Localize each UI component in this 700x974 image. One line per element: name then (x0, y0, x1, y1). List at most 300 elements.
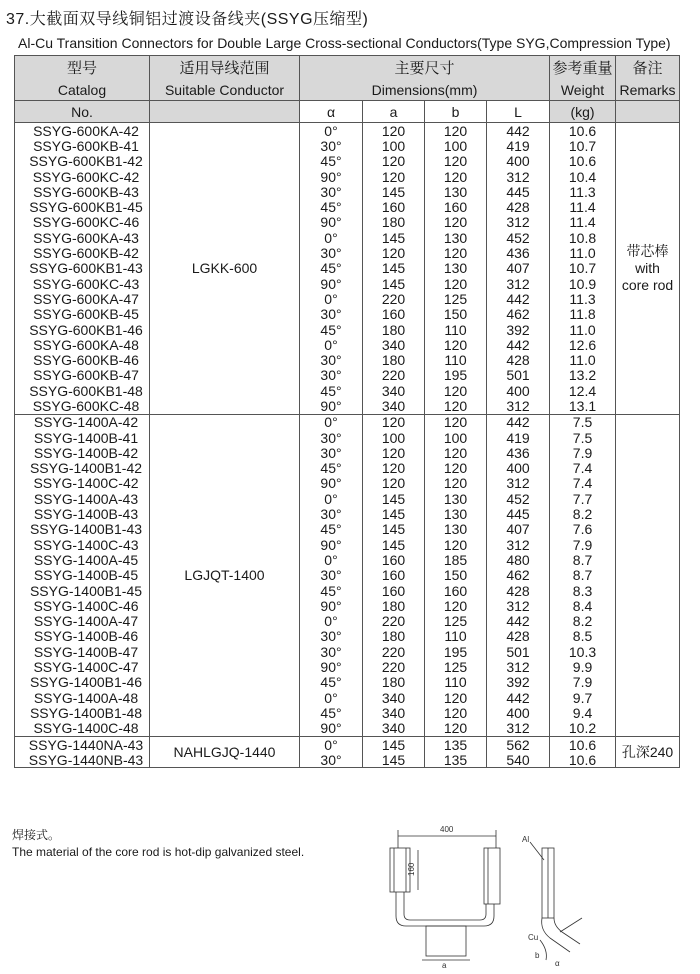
conductor-cell: LGJQT-1400 (150, 414, 300, 736)
table-row (15, 154, 680, 169)
L-cell: 419 (487, 138, 550, 153)
alpha-cell: 30° (300, 430, 363, 445)
a-cell: 160 (363, 568, 425, 583)
b-cell: 130 (425, 522, 487, 537)
conductor-cell: NAHLGJQ-1440 (150, 736, 300, 768)
L-cell: 452 (487, 491, 550, 506)
b-cell: 135 (425, 736, 487, 752)
a-cell: 120 (363, 245, 425, 260)
weight-cell: 13.2 (550, 368, 616, 383)
remark-line: with (635, 259, 660, 276)
weight-cell: 11.3 (550, 291, 616, 306)
a-cell: 180 (363, 598, 425, 613)
L-cell: 392 (487, 322, 550, 337)
alpha-cell: 0° (300, 736, 363, 752)
weight-cell: 7.9 (550, 675, 616, 690)
page-title-cn: 37.大截面双导线铜铝过渡设备线夹(SSYG压缩型) (6, 11, 369, 28)
catalog-cell: SSYG-1400B1-43 (15, 522, 150, 537)
alpha-cell: 0° (300, 552, 363, 567)
table-row (15, 230, 680, 245)
al-label: Al (522, 835, 530, 844)
alpha-cell: 0° (300, 123, 363, 139)
catalog-cell: SSYG-1400C-42 (15, 476, 150, 491)
weight-cell: 7.6 (550, 522, 616, 537)
table-row (15, 568, 680, 583)
catalog-cell: SSYG-600KB-43 (15, 184, 150, 199)
alpha-cell: 45° (300, 383, 363, 398)
page-title-en: Al-Cu Transition Connectors for Double Large Cross-sectional Conductors(Type SYG,Compression Type) (18, 35, 671, 51)
L-cell: 428 (487, 583, 550, 598)
b-cell: 125 (425, 291, 487, 306)
alpha-cell: 90° (300, 721, 363, 737)
weight-cell: 8.7 (550, 552, 616, 567)
dim-400-label: 400 (440, 825, 454, 834)
L-cell: 392 (487, 675, 550, 690)
catalog-cell: SSYG-1400B-46 (15, 629, 150, 644)
catalog-cell: SSYG-1400B-42 (15, 445, 150, 460)
catalog-cell: SSYG-600KC-43 (15, 276, 150, 291)
b-cell: 120 (425, 721, 487, 737)
table-row (15, 123, 680, 139)
b-cell: 120 (425, 445, 487, 460)
alpha-cell: 30° (300, 629, 363, 644)
a-cell: 180 (363, 215, 425, 230)
table-row (15, 138, 680, 153)
alpha-cell: 45° (300, 154, 363, 169)
a-cell: 340 (363, 705, 425, 720)
catalog-cell: SSYG-1440NB-43 (15, 752, 150, 768)
table-row (15, 752, 680, 768)
alpha-cell: 30° (300, 445, 363, 460)
L-cell: 445 (487, 506, 550, 521)
a-cell: 145 (363, 261, 425, 276)
catalog-cell: SSYG-600KA-48 (15, 337, 150, 352)
L-cell: 445 (487, 184, 550, 199)
weight-cell: 10.7 (550, 261, 616, 276)
catalog-cell: SSYG-1400B1-42 (15, 461, 150, 476)
b-cell: 150 (425, 568, 487, 583)
alpha-cell: 0° (300, 414, 363, 430)
table-row (15, 445, 680, 460)
header-weight-en: Weight (550, 79, 616, 101)
catalog-cell: SSYG-1400B-43 (15, 506, 150, 521)
alpha-cell: 90° (300, 276, 363, 291)
catalog-cell: SSYG-600KB1-42 (15, 154, 150, 169)
alpha-cell: 30° (300, 506, 363, 521)
catalog-cell: SSYG-600KC-48 (15, 398, 150, 414)
L-cell: 452 (487, 230, 550, 245)
L-cell: 442 (487, 123, 550, 139)
header-remarks-en: Remarks (616, 79, 680, 101)
weight-cell: 11.8 (550, 307, 616, 322)
header-b: b (425, 101, 487, 123)
catalog-cell: SSYG-1440NA-43 (15, 736, 150, 752)
catalog-cell: SSYG-600KB1-46 (15, 322, 150, 337)
b-cell: 150 (425, 307, 487, 322)
alpha-cell: 30° (300, 138, 363, 153)
catalog-cell: SSYG-600KB-46 (15, 352, 150, 367)
b-cell: 125 (425, 659, 487, 674)
a-cell: 120 (363, 476, 425, 491)
table-row (15, 598, 680, 613)
b-cell: 120 (425, 337, 487, 352)
catalog-cell: SSYG-600KB-47 (15, 368, 150, 383)
alpha-cell: 90° (300, 215, 363, 230)
catalog-cell: SSYG-600KB1-48 (15, 383, 150, 398)
table-row (15, 322, 680, 337)
table-row (15, 430, 680, 445)
header-conductor-cn: 适用导线范围 (150, 56, 300, 80)
weight-cell: 10.6 (550, 736, 616, 752)
conductor-cell: LGKK-600 (150, 123, 300, 415)
weight-cell: 8.2 (550, 506, 616, 521)
b-cell: 185 (425, 552, 487, 567)
weight-cell: 11.0 (550, 352, 616, 367)
table-row (15, 261, 680, 276)
catalog-cell: SSYG-1400A-45 (15, 552, 150, 567)
b-cell: 130 (425, 491, 487, 506)
catalog-cell: SSYG-1400A-48 (15, 690, 150, 705)
table-row (15, 522, 680, 537)
a-cell: 160 (363, 583, 425, 598)
weight-cell: 10.6 (550, 752, 616, 768)
table-row (15, 476, 680, 491)
b-cell: 120 (425, 705, 487, 720)
header-a: a (363, 101, 425, 123)
lower-plate (426, 926, 466, 956)
table-row (15, 276, 680, 291)
alpha-cell: 45° (300, 675, 363, 690)
dim-b-label: b (535, 951, 540, 960)
a-cell: 145 (363, 537, 425, 552)
table-row (15, 368, 680, 383)
alpha-cell: 30° (300, 307, 363, 322)
header-L: L (487, 101, 550, 123)
a-cell: 120 (363, 123, 425, 139)
a-cell: 100 (363, 430, 425, 445)
alpha-cell: 30° (300, 245, 363, 260)
catalog-cell: SSYG-1400B-41 (15, 430, 150, 445)
b-cell: 110 (425, 675, 487, 690)
a-cell: 145 (363, 506, 425, 521)
table-row (15, 352, 680, 367)
b-cell: 110 (425, 629, 487, 644)
catalog-cell: SSYG-1400C-43 (15, 537, 150, 552)
L-cell: 312 (487, 398, 550, 414)
catalog-cell: SSYG-600KB-41 (15, 138, 150, 153)
a-cell: 120 (363, 414, 425, 430)
catalog-cell: SSYG-1400A-42 (15, 414, 150, 430)
weight-cell: 10.8 (550, 230, 616, 245)
weight-cell: 11.4 (550, 199, 616, 214)
table-row (15, 169, 680, 184)
table-row (15, 690, 680, 705)
alpha-cell: 45° (300, 583, 363, 598)
alpha-cell: 90° (300, 476, 363, 491)
weight-cell: 11.3 (550, 184, 616, 199)
b-cell: 120 (425, 383, 487, 398)
alpha-label: α (555, 959, 560, 968)
b-cell: 120 (425, 461, 487, 476)
alpha-cell: 0° (300, 690, 363, 705)
b-cell: 120 (425, 690, 487, 705)
alpha-cell: 45° (300, 705, 363, 720)
b-cell: 120 (425, 476, 487, 491)
a-cell: 220 (363, 614, 425, 629)
table-row (15, 552, 680, 567)
table-row (15, 537, 680, 552)
a-cell: 340 (363, 721, 425, 737)
b-cell: 120 (425, 414, 487, 430)
spec-table-body (15, 123, 680, 768)
table-row (15, 398, 680, 414)
alpha-cell: 90° (300, 598, 363, 613)
b-cell: 160 (425, 199, 487, 214)
alpha-cell: 0° (300, 291, 363, 306)
alpha-cell: 30° (300, 368, 363, 383)
L-cell: 312 (487, 276, 550, 291)
a-cell: 160 (363, 552, 425, 567)
catalog-cell: SSYG-1400A-43 (15, 491, 150, 506)
weight-cell: 10.9 (550, 276, 616, 291)
table-row (15, 184, 680, 199)
weight-cell: 10.6 (550, 154, 616, 169)
L-cell: 462 (487, 307, 550, 322)
a-cell: 220 (363, 644, 425, 659)
catalog-cell: SSYG-600KC-46 (15, 215, 150, 230)
header-blank-remarks (616, 101, 680, 123)
table-row (15, 644, 680, 659)
table-row (15, 245, 680, 260)
catalog-cell: SSYG-1400B-45 (15, 568, 150, 583)
L-cell: 407 (487, 261, 550, 276)
weight-cell: 12.4 (550, 383, 616, 398)
table-row (15, 414, 680, 430)
catalog-cell: SSYG-600KB1-45 (15, 199, 150, 214)
table-row (15, 337, 680, 352)
b-cell: 135 (425, 752, 487, 768)
table-row (15, 675, 680, 690)
table-row (15, 721, 680, 737)
L-cell: 312 (487, 659, 550, 674)
L-cell: 312 (487, 169, 550, 184)
catalog-cell: SSYG-600KB1-43 (15, 261, 150, 276)
weight-cell: 7.9 (550, 445, 616, 460)
L-cell: 562 (487, 736, 550, 752)
a-cell: 145 (363, 736, 425, 752)
catalog-cell: SSYG-1400C-48 (15, 721, 150, 737)
a-cell: 145 (363, 276, 425, 291)
weight-cell: 7.5 (550, 430, 616, 445)
spec-table (14, 55, 680, 768)
L-cell: 419 (487, 430, 550, 445)
alpha-cell: 45° (300, 522, 363, 537)
alpha-cell: 90° (300, 537, 363, 552)
alpha-cell: 90° (300, 659, 363, 674)
weight-cell: 7.7 (550, 491, 616, 506)
catalog-cell: SSYG-600KA-43 (15, 230, 150, 245)
alpha-cell: 90° (300, 398, 363, 414)
L-cell: 501 (487, 644, 550, 659)
alpha-cell: 45° (300, 322, 363, 337)
L-cell: 400 (487, 154, 550, 169)
weight-cell: 11.4 (550, 215, 616, 230)
L-cell: 462 (487, 568, 550, 583)
a-cell: 145 (363, 491, 425, 506)
table-row (15, 215, 680, 230)
L-cell: 442 (487, 291, 550, 306)
a-cell: 180 (363, 322, 425, 337)
table-row (15, 307, 680, 322)
header-model-cn: 型号 (15, 56, 150, 80)
L-cell: 428 (487, 199, 550, 214)
b-cell: 110 (425, 322, 487, 337)
a-cell: 180 (363, 352, 425, 367)
a-cell: 145 (363, 230, 425, 245)
L-cell: 442 (487, 414, 550, 430)
alpha-cell: 45° (300, 199, 363, 214)
b-cell: 110 (425, 352, 487, 367)
catalog-cell: SSYG-600KB-42 (15, 245, 150, 260)
weight-cell: 9.7 (550, 690, 616, 705)
weight-cell: 7.4 (550, 476, 616, 491)
weight-cell: 8.2 (550, 614, 616, 629)
a-cell: 120 (363, 154, 425, 169)
b-cell: 130 (425, 506, 487, 521)
weight-cell: 8.7 (550, 568, 616, 583)
table-row (15, 705, 680, 720)
catalog-cell: SSYG-1400B1-46 (15, 675, 150, 690)
b-cell: 100 (425, 138, 487, 153)
table-row (15, 583, 680, 598)
weight-cell: 8.3 (550, 583, 616, 598)
weight-cell: 8.4 (550, 598, 616, 613)
header-catalog: Catalog (15, 79, 150, 101)
weight-cell: 10.7 (550, 138, 616, 153)
header-blank (150, 101, 300, 123)
connector-drawing (370, 820, 690, 970)
weight-cell: 11.0 (550, 245, 616, 260)
L-cell: 312 (487, 215, 550, 230)
weight-cell: 7.4 (550, 461, 616, 476)
b-cell: 120 (425, 215, 487, 230)
a-cell: 145 (363, 184, 425, 199)
alpha-cell: 0° (300, 337, 363, 352)
a-cell: 120 (363, 445, 425, 460)
L-cell: 436 (487, 445, 550, 460)
a-cell: 220 (363, 368, 425, 383)
note-cn: 焊接式。 (12, 828, 61, 842)
L-cell: 400 (487, 461, 550, 476)
catalog-cell: SSYG-1400B-47 (15, 644, 150, 659)
a-cell: 340 (363, 690, 425, 705)
b-cell: 160 (425, 583, 487, 598)
header-conductor-en: Suitable Conductor (150, 79, 300, 101)
b-cell: 130 (425, 184, 487, 199)
weight-cell: 12.6 (550, 337, 616, 352)
L-cell: 400 (487, 383, 550, 398)
catalog-cell: SSYG-600KB-45 (15, 307, 150, 322)
a-cell: 100 (363, 138, 425, 153)
a-cell: 180 (363, 629, 425, 644)
b-cell: 130 (425, 261, 487, 276)
note-en: The material of the core rod is hot-dip galvanized steel. (12, 845, 305, 859)
a-cell: 145 (363, 522, 425, 537)
weight-cell: 10.3 (550, 644, 616, 659)
a-cell: 160 (363, 307, 425, 322)
a-cell: 340 (363, 383, 425, 398)
b-cell: 195 (425, 644, 487, 659)
a-cell: 340 (363, 398, 425, 414)
alpha-cell: 30° (300, 184, 363, 199)
catalog-cell: SSYG-600KA-42 (15, 123, 150, 139)
header-weight-cn: 参考重量 (550, 56, 616, 80)
header-remarks-cn: 备注 (616, 56, 680, 80)
alpha-cell: 30° (300, 644, 363, 659)
table-row (15, 383, 680, 398)
b-cell: 120 (425, 598, 487, 613)
remarks-cell (616, 414, 680, 736)
weight-cell: 11.0 (550, 322, 616, 337)
right-cylinder (484, 848, 500, 904)
b-cell: 120 (425, 398, 487, 414)
alpha-cell: 30° (300, 752, 363, 768)
L-cell: 436 (487, 245, 550, 260)
alpha-cell: 30° (300, 568, 363, 583)
L-cell: 501 (487, 368, 550, 383)
weight-cell: 10.4 (550, 169, 616, 184)
table-row (15, 461, 680, 476)
weight-cell: 9.4 (550, 705, 616, 720)
b-cell: 120 (425, 537, 487, 552)
alpha-cell: 0° (300, 614, 363, 629)
header-dims-en: Dimensions(mm) (300, 79, 550, 101)
L-cell: 312 (487, 537, 550, 552)
b-cell: 125 (425, 614, 487, 629)
weight-cell: 7.9 (550, 537, 616, 552)
weight-cell: 9.9 (550, 659, 616, 674)
dim-160-label: 160 (407, 862, 416, 876)
L-cell: 407 (487, 522, 550, 537)
b-cell: 130 (425, 230, 487, 245)
a-cell: 220 (363, 291, 425, 306)
table-row (15, 614, 680, 629)
a-cell: 220 (363, 659, 425, 674)
weight-cell: 7.5 (550, 414, 616, 430)
weight-cell: 8.5 (550, 629, 616, 644)
L-cell: 428 (487, 352, 550, 367)
L-cell: 442 (487, 690, 550, 705)
a-cell: 160 (363, 199, 425, 214)
catalog-cell: SSYG-1400B1-45 (15, 583, 150, 598)
table-row (15, 629, 680, 644)
L-cell: 442 (487, 337, 550, 352)
remark-line: 孔深240 (621, 743, 674, 760)
catalog-cell: SSYG-600KA-47 (15, 291, 150, 306)
table-row (15, 491, 680, 506)
L-cell: 442 (487, 614, 550, 629)
b-cell: 120 (425, 169, 487, 184)
a-cell: 120 (363, 461, 425, 476)
a-cell: 145 (363, 752, 425, 768)
L-cell: 400 (487, 705, 550, 720)
remarks-cell (616, 736, 680, 768)
L-cell: 312 (487, 598, 550, 613)
header-alpha: α (300, 101, 363, 123)
catalog-cell: SSYG-1400B1-48 (15, 705, 150, 720)
alpha-cell: 0° (300, 230, 363, 245)
L-cell: 312 (487, 476, 550, 491)
